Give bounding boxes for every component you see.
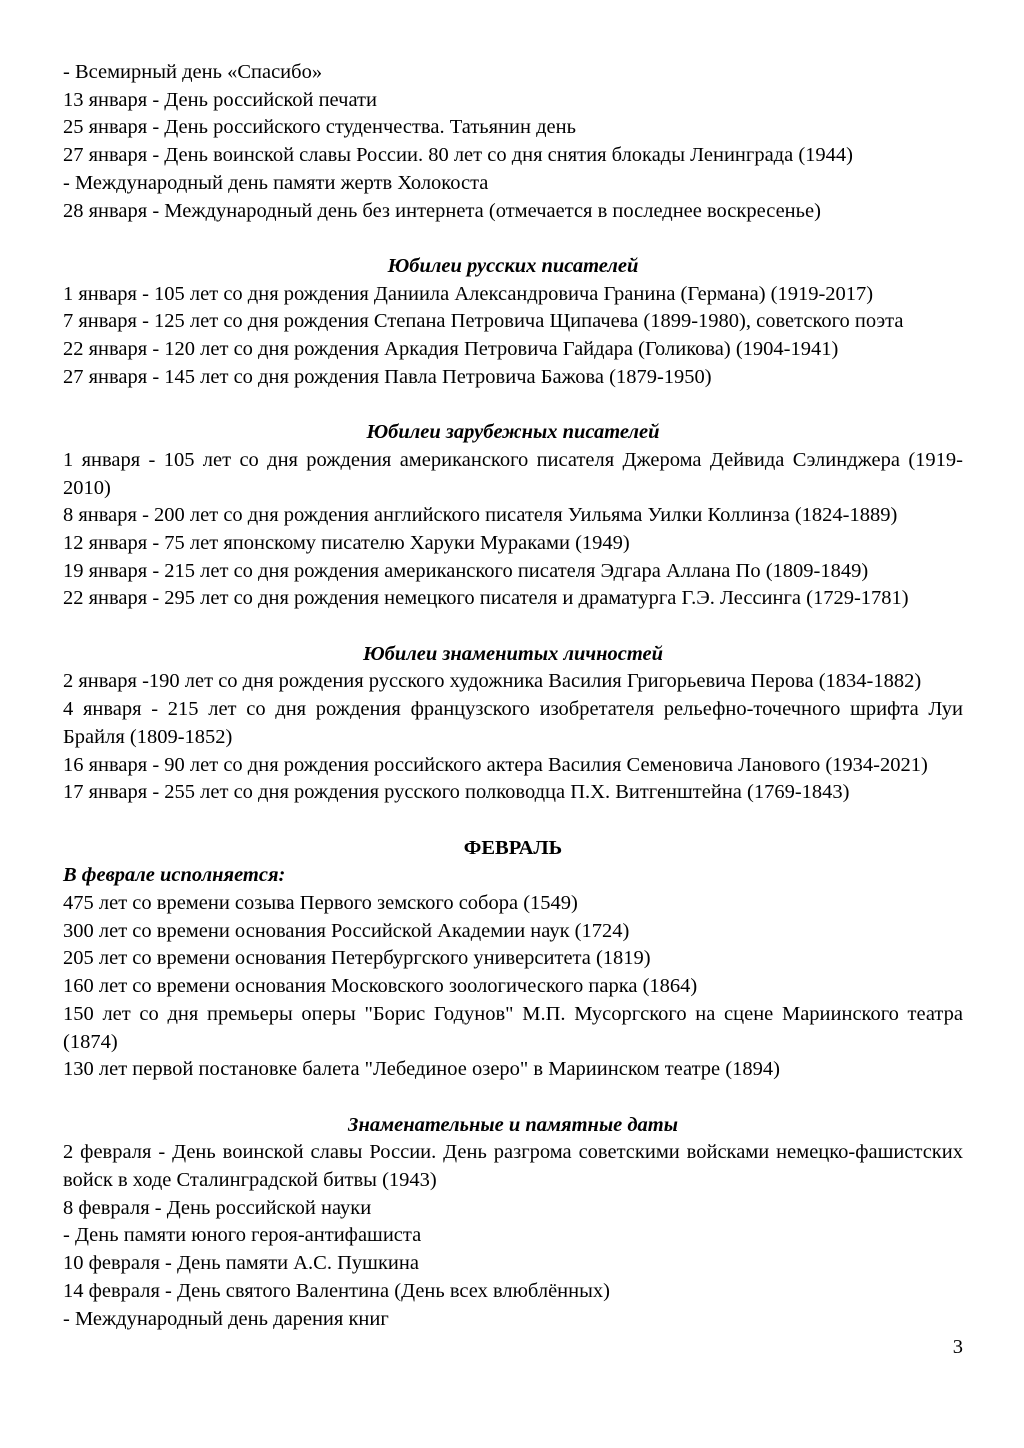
famous-person-item: 4 января - 215 лет со дня рождения французского изобретателя рельефно-точечного шрифта Луи Брайля (1809-1852) — [63, 698, 963, 748]
february-date-line: 2 февраля - День воинской славы России. День разгрома советскими войсками немецко-фашистских войск в ходе Сталинградской битвы (1943) — [63, 1141, 963, 1192]
february-anniversary-item: 300 лет со времени основания Российской Академии наук (1724) — [63, 919, 630, 942]
february-date-line: 8 февраля - День российской науки — [63, 1196, 372, 1219]
famous-person-item: 2 января -190 лет со дня рождения русского художника Василия Григорьевича Перова (1834-1882) — [63, 670, 922, 693]
text-block — [63, 59, 963, 1333]
foreign-writer-item: 22 января - 295 лет со дня рождения немецкого писателя и драматурга Г.Э. Лессинга (1729-1781) — [63, 587, 909, 610]
january-date-line: - Международный день памяти жертв Холокоста — [63, 171, 489, 194]
february-anniversary-item: 205 лет со времени основания Петербургского университета (1819) — [63, 947, 651, 970]
page-number: 3 — [952, 1336, 963, 1358]
foreign-writer-item: 12 января - 75 лет японскому писателю Харуки Мураками (1949) — [63, 531, 630, 554]
blank-line — [63, 1084, 963, 1112]
january-date-line: 28 января - Международный день без интернета (отмечается в последнее воскресенье) — [63, 199, 821, 222]
russian-writer-item: 22 января - 120 лет со дня рождения Аркадия Петровича Гайдара (Голикова) (1904-1941) — [63, 338, 839, 361]
russian-writer-item: 7 января - 125 лет со дня рождения Степана Петровича Щипачева (1899-1980), советского поэта — [63, 310, 904, 333]
section-heading-foreign-writers: Юбилеи зарубежных писателей — [366, 421, 660, 444]
february-intro: В феврале исполняется: — [63, 864, 286, 887]
month-heading-february: ФЕВРАЛЬ — [463, 836, 563, 859]
foreign-writer-item: 1 января - 105 лет со дня рождения американского писателя Джерома Дейвида Сэлинджера (1919-2010) — [63, 448, 963, 499]
february-date-line: 10 февраля - День памяти А.С. Пушкина — [63, 1252, 419, 1275]
january-date-line: 25 января - День российского студенчества. Татьянин день — [63, 116, 576, 139]
russian-writer-item: 1 января - 105 лет со дня рождения Даниила Александровича Гранина (Германа) (1919-2017) — [63, 282, 874, 305]
january-date-line: - Всемирный день «Спасибо» — [63, 61, 323, 83]
famous-person-item: 17 января - 255 лет со дня рождения русского полководца П.Х. Витгенштейна (1769-1843) — [63, 781, 850, 804]
january-date-line: 13 января - День российской печати — [63, 88, 377, 111]
february-date-line: - Международный день дарения книг — [63, 1307, 389, 1330]
foreign-writer-item: 19 января - 215 лет со дня рождения американского писателя Эдгара Аллана По (1809-1849) — [63, 559, 869, 582]
february-anniversary-item: 150 лет со дня премьеры оперы "Борис Годунов" М.П. Мусоргского на сцене Мариинского театра (1874) — [63, 1002, 963, 1053]
blank-line — [63, 391, 963, 419]
russian-writer-item: 27 января - 145 лет со дня рождения Павла Петровича Бажова (1879-1950) — [63, 365, 712, 388]
february-anniversary-item: 160 лет со времени основания Московского зоологического парка (1864) — [63, 975, 698, 998]
section-heading-russian-writers: Юбилеи русских писателей — [387, 254, 639, 277]
famous-person-item: 16 января - 90 лет со дня рождения российского актера Василия Семеновича Ланового (1934-2021) — [63, 753, 928, 776]
blank-line — [63, 807, 963, 835]
february-date-line: - День памяти юного героя-антифашиста — [63, 1224, 422, 1247]
february-date-line: 14 февраля - День святого Валентина (День всех влюблённых) — [63, 1279, 610, 1302]
foreign-writer-item: 8 января - 200 лет со дня рождения английского писателя Уильяма Уилки Коллинза (1824-1889) — [63, 504, 898, 527]
blank-line — [63, 225, 963, 253]
blank-line — [63, 613, 963, 641]
section-heading-memorable-dates: Знаменательные и памятные даты — [348, 1113, 678, 1136]
january-date-line: 27 января - День воинской славы России. 80 лет со дня снятия блокады Ленинграда (1944) — [63, 144, 853, 167]
section-heading-famous-persons: Юбилеи знаменитых личностей — [362, 642, 664, 665]
february-anniversary-item: 130 лет первой постановке балета "Лебединое озеро" в Мариинском театре (1894) — [63, 1058, 780, 1081]
february-anniversary-item: 475 лет со времени созыва Первого земского собора (1549) — [63, 892, 578, 915]
